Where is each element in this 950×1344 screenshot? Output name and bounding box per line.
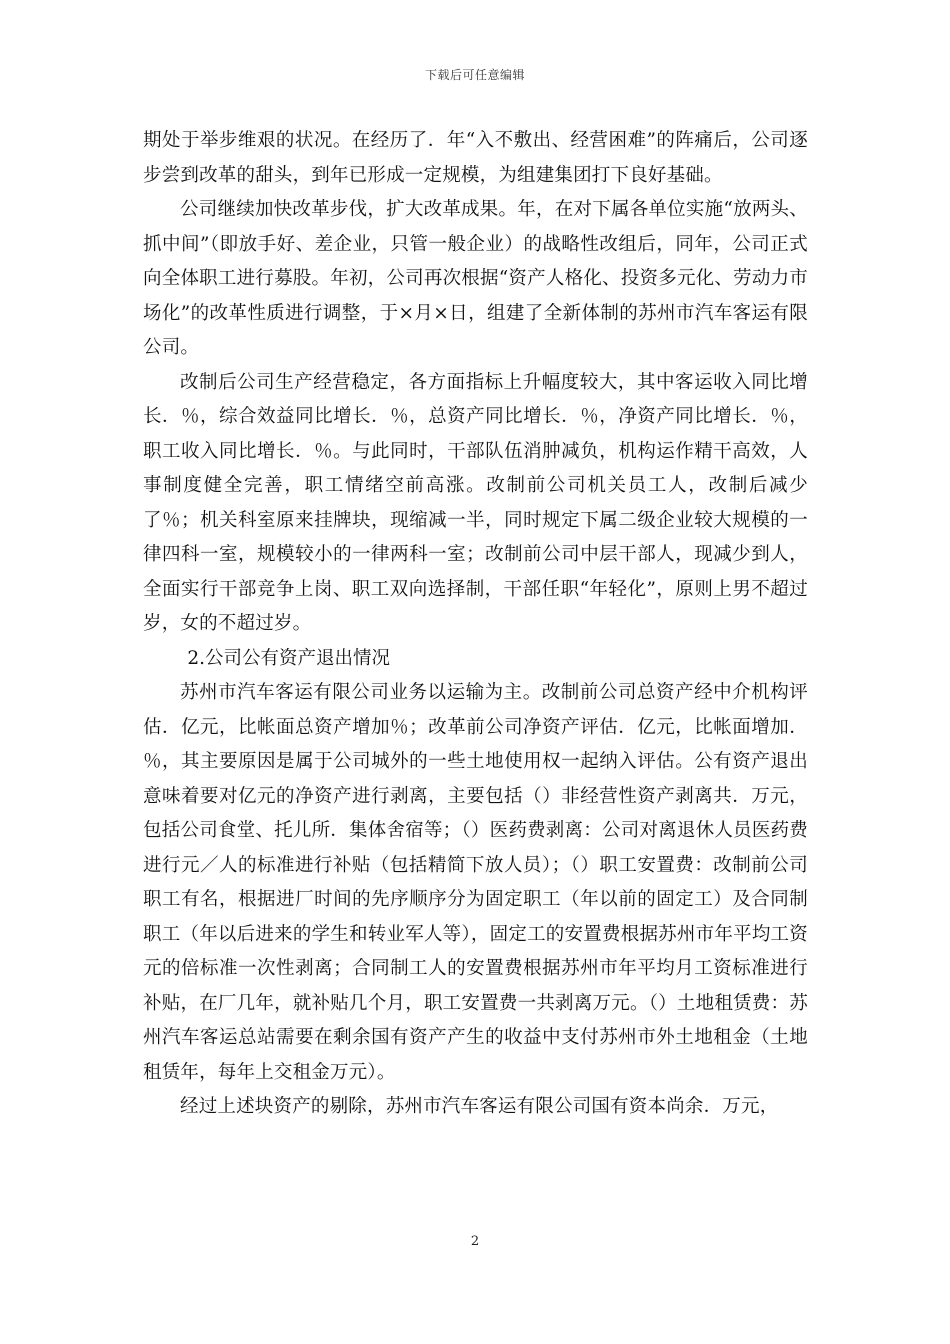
paragraph-4: 苏州市汽车客运有限公司业务以运输为主。改制前公司总资产经中介机构评估．亿元，比帐面总资产增加％；改革前公司净资产评估．亿元，比帐面增加．％，其主要原因是属于公司城外的一些土地使用权一起纳入评估。公有资产退出意味着要对亿元的净资产进行剥离，主要包括（）非经营性资产剥离共．万元，包括公司食堂、托儿所．集体舍宿等；（）医药费剥离：公司对离退休人员医药费进行元／人的标准进行补贴（包括精简下放人员）；（）职工安置费：改制前公司职工有名，根据进厂时间的先序顺序分为固定职工（年以前的固定工）及合同制职工（年以后进来的学生和转业军人等），固定工的安置费根据苏州市年平均工资元的倍标准一次性剥离；合同制工人的安置费根据苏州市年平均月工资标准进行补贴，在厂几年，就补贴几个月，职工安置费一共剥离万元。（）土地租赁费：苏州汽车客运总站需要在剩余国有资产产生的收益中支付苏州市外土地租金（土地租赁年，每年上交租金万元）。 <box>143 682 808 1083</box>
paragraph-2: 公司继续加快改革步伐，扩大改革成果。年，在对下属各单位实施“放两头、抓中间”（即放手好、差企业，只管一般企业）的战略性改组后，同年，公司正式向全体职工进行募股。年初，公司再次根据“资产人格化、投资多元化、劳动力市场化”的改革性质进行调整，于×月×日，组建了全新体制的苏州市汽车客运有限公司。 <box>143 199 808 358</box>
section-heading: 2.公司公有资产退出情况 <box>187 647 391 669</box>
paragraph-3: 改制后公司生产经营稳定，各方面指标上升幅度较大，其中客运收入同比增长．％，综合效益同比增长．％，总资产同比增长．％，净资产同比增长．％，职工收入同比增长．％。与此同时，干部队伍消肿减负，机构运作精干高效，人事制度健全完善，职工情绪空前高涨。改制前公司机关员工人，改制后减少了％；机关科室原来挂牌块，现缩减一半，同时规定下属二级企业较大规模的一律四科一室，规模较小的一律两科一室；改制前公司中层干部人，现减少到人，全面实行干部竞争上岗、职工双向选择制，干部任职“年轻化”，原则上男不超过岁，女的不超过岁。 <box>143 371 808 634</box>
paragraph-5: 经过上述块资产的剔除，苏州市汽车客运有限公司国有资本尚余．万元， <box>180 1096 779 1117</box>
document-body <box>143 124 808 1125</box>
page-number: 2 <box>470 1234 480 1249</box>
page-header: 下载后可任意编辑 <box>424 68 525 82</box>
paragraph-1: 期处于举步维艰的状况。在经历了．年“入不敷出、经营困难”的阵痛后，公司逐步尝到改革的甜头，到年已形成一定规模，为组建集团打下良好基础。 <box>143 130 808 186</box>
